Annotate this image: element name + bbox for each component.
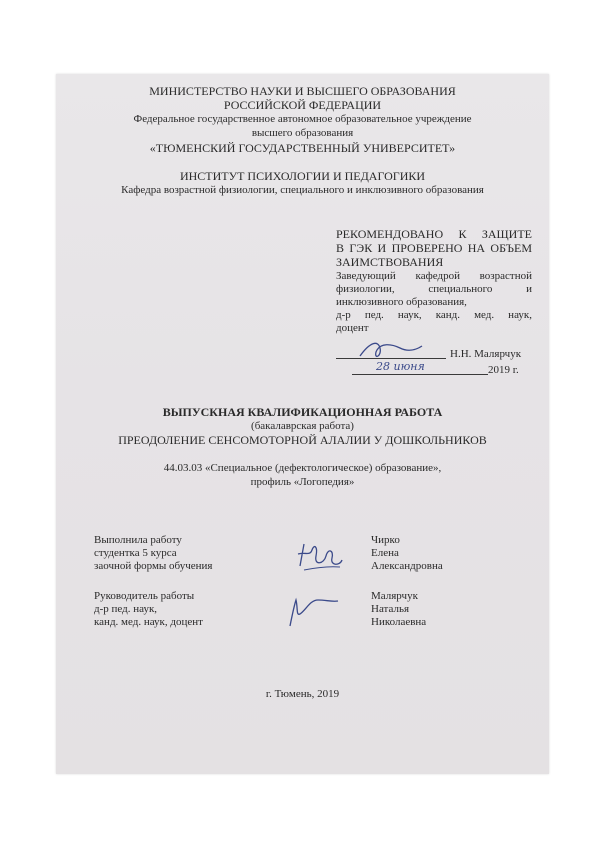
ministry-line-1: МИНИСТЕРСТВО НАУКИ И ВЫСШЕГО ОБРАЗОВАНИЯ xyxy=(149,84,456,98)
student-role-line-2: студентка 5 курса xyxy=(94,547,177,559)
approval-line-5: физиологии, специального и xyxy=(336,283,532,295)
department-name: Кафедра возрастной физиологии, специального и инклюзивного образования xyxy=(121,184,484,196)
supervisor-signature-icon xyxy=(282,592,342,632)
approval-line-4: Заведующий кафедрой возрастной xyxy=(336,270,532,282)
approval-year: 2019 г. xyxy=(488,364,519,376)
supervisor-role-line-2: д-р пед. наук, xyxy=(94,603,158,615)
work-level: (бакалаврская работа) xyxy=(251,420,354,432)
student-first-name: Елена xyxy=(371,547,399,559)
document-page xyxy=(56,74,549,774)
supervisor-role xyxy=(94,590,264,629)
supervisor-patronymic: Николаевна xyxy=(371,616,427,628)
institution-line-2: высшего образования xyxy=(251,127,354,139)
supervisor-role-line-1: Руководитель работы xyxy=(94,590,195,602)
specialty: 44.03.03 «Специальное (дефектологическое) образование», xyxy=(163,462,442,474)
student-role-line-1: Выполнила работу xyxy=(94,534,182,546)
work-type: ВЫПУСКНАЯ КВАЛИФИКАЦИОННАЯ РАБОТА xyxy=(162,405,443,419)
approval-line-6: инклюзивного образования, xyxy=(336,296,467,308)
approval-line-7: д-р пед. наук, канд. мед. наук, xyxy=(336,309,532,321)
student-signature-icon xyxy=(294,536,346,576)
supervisor-first-name: Наталья xyxy=(371,603,410,615)
approval-signatory xyxy=(336,270,532,335)
ministry-line-2: РОССИЙСКОЙ ФЕДЕРАЦИИ xyxy=(223,98,382,112)
city-year: г. Тюмень, 2019 xyxy=(265,688,340,700)
student-name xyxy=(371,534,511,573)
student-patronymic: Александровна xyxy=(371,560,443,572)
profile: профиль «Логопедия» xyxy=(250,476,355,488)
work-title: ПРЕОДОЛЕНИЕ СЕНСОМОТОРНОЙ АЛАЛИИ У ДОШКОЛЬНИКОВ xyxy=(118,433,487,447)
institution-line-1: Федеральное государственное автономное образовательное учреждение xyxy=(133,113,472,125)
supervisor-role-line-3: канд. мед. наук, доцент xyxy=(94,616,203,628)
date-handwritten: 28 июня xyxy=(376,360,425,373)
approval-line-1: РЕКОМЕНДОВАНО К ЗАЩИТЕ xyxy=(336,227,532,241)
head-name: Н.Н. Малярчук xyxy=(450,348,522,360)
supervisor-name xyxy=(371,590,511,629)
university-name: «ТЮМЕНСКИЙ ГОСУДАРСТВЕННЫЙ УНИВЕРСИТЕТ» xyxy=(149,141,456,155)
approval-line-2: В ГЭК И ПРОВЕРЕНО НА ОБЪЕМ xyxy=(336,241,532,255)
supervisor-surname: Малярчук xyxy=(371,590,418,602)
approval-block xyxy=(336,227,532,269)
approval-line-8: доцент xyxy=(336,322,369,334)
student-role xyxy=(94,534,264,573)
student-role-line-3: заочной формы обучения xyxy=(94,560,213,572)
date-line xyxy=(352,374,488,375)
student-surname: Чирко xyxy=(371,534,400,546)
institute-name: ИНСТИТУТ ПСИХОЛОГИИ И ПЕДАГОГИКИ xyxy=(179,169,426,183)
approval-line-3: ЗАИМСТВОВАНИЯ xyxy=(336,255,444,269)
